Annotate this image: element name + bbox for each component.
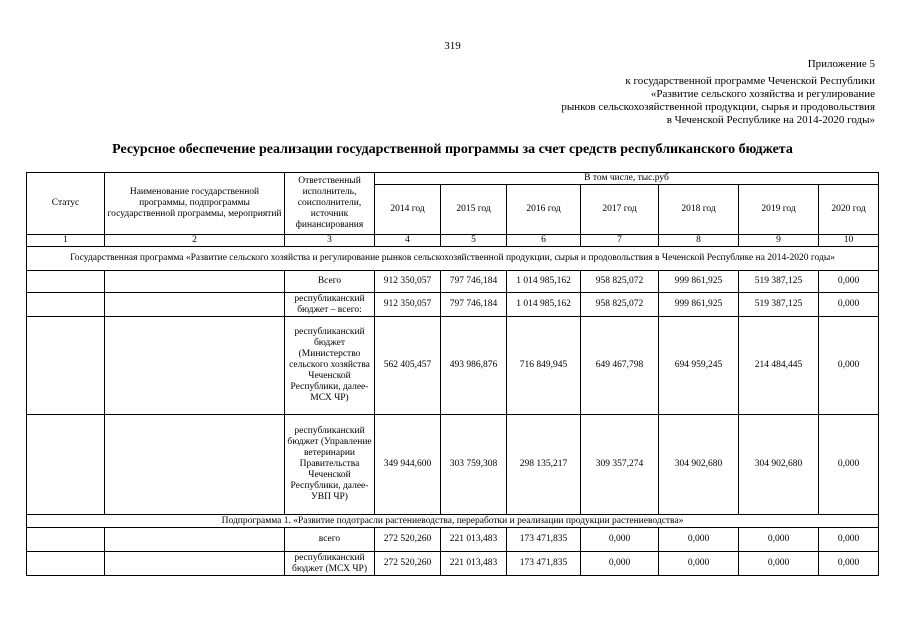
- name-cell: [105, 317, 285, 415]
- appendix-block: [561, 58, 875, 127]
- source-cell: республиканский бюджет (Управление ветеринарии Правительства Чеченской Республики, далее-УВП ЧР): [285, 415, 375, 515]
- col-number: 9: [739, 235, 819, 247]
- col-number: 7: [581, 235, 659, 247]
- name-cell: [105, 528, 285, 552]
- value-cell: 0,000: [819, 271, 879, 293]
- value-cell: 0,000: [819, 528, 879, 552]
- value-cell: 0,000: [659, 528, 739, 552]
- program-title: Государственная программа «Развитие сельского хозяйства и регулирование рынков сельскохозяйственной продукции, сырья и продовольствия в Чеченской Республике на 2014-2020 годы»: [27, 247, 879, 271]
- value-cell: 999 861,925: [659, 271, 739, 293]
- value-cell: 221 013,483: [441, 552, 507, 576]
- status-cell: [27, 293, 105, 317]
- source-cell: Всего: [285, 271, 375, 293]
- source-cell: всего: [285, 528, 375, 552]
- header-name: Наименование государственной программы, подпрограммы государственной программы, мероприятий: [105, 173, 285, 235]
- value-cell: 649 467,798: [581, 317, 659, 415]
- value-cell: 0,000: [581, 528, 659, 552]
- header-year: 2019 год: [739, 185, 819, 235]
- col-number: 10: [819, 235, 879, 247]
- table-row: [27, 528, 879, 552]
- value-cell: 173 471,835: [507, 528, 581, 552]
- value-cell: 519 387,125: [739, 293, 819, 317]
- column-numbers-row: [27, 235, 879, 247]
- col-number: 2: [105, 235, 285, 247]
- subprogram-title-row: [27, 515, 879, 528]
- status-cell: [27, 317, 105, 415]
- value-cell: 309 357,274: [581, 415, 659, 515]
- source-cell: республиканский бюджет (МСХ ЧР): [285, 552, 375, 576]
- table-row: [27, 552, 879, 576]
- appendix-line: рынков сельскохозяйственной продукции, сырья и продовольствия: [561, 101, 875, 113]
- status-cell: [27, 271, 105, 293]
- col-number: 6: [507, 235, 581, 247]
- name-cell: [105, 552, 285, 576]
- value-cell: 0,000: [581, 552, 659, 576]
- name-cell: [105, 415, 285, 515]
- table-row: [27, 271, 879, 293]
- value-cell: 797 746,184: [441, 293, 507, 317]
- value-cell: 958 825,072: [581, 271, 659, 293]
- value-cell: 958 825,072: [581, 293, 659, 317]
- value-cell: 0,000: [739, 552, 819, 576]
- value-cell: 272 520,260: [375, 552, 441, 576]
- appendix-line: к государственной программе Чеченской Республики: [625, 75, 875, 87]
- value-cell: 1 014 985,162: [507, 271, 581, 293]
- header-year: 2014 год: [375, 185, 441, 235]
- value-cell: 0,000: [659, 552, 739, 576]
- value-cell: 214 484,445: [739, 317, 819, 415]
- value-cell: 303 759,308: [441, 415, 507, 515]
- value-cell: 298 135,217: [507, 415, 581, 515]
- value-cell: 716 849,945: [507, 317, 581, 415]
- value-cell: 912 350,057: [375, 271, 441, 293]
- appendix-line: в Чеченской Республике на 2014-2020 годы»: [666, 114, 875, 126]
- col-number: 3: [285, 235, 375, 247]
- header-year: 2015 год: [441, 185, 507, 235]
- value-cell: 304 902,680: [659, 415, 739, 515]
- value-cell: 562 405,457: [375, 317, 441, 415]
- status-cell: [27, 552, 105, 576]
- page-number: 319: [444, 40, 461, 52]
- source-cell: республиканский бюджет – всего:: [285, 293, 375, 317]
- value-cell: 519 387,125: [739, 271, 819, 293]
- value-cell: 999 861,925: [659, 293, 739, 317]
- name-cell: [105, 293, 285, 317]
- subprogram-title: Подпрограмма 1. «Развитие подотрасли растениеводства, переработки и реализации продукции растениеводства»: [27, 515, 879, 528]
- table-row: [27, 293, 879, 317]
- program-title-row: [27, 247, 879, 271]
- value-cell: 797 746,184: [441, 271, 507, 293]
- value-cell: 173 471,835: [507, 552, 581, 576]
- header-year: 2016 год: [507, 185, 581, 235]
- appendix-label: Приложение 5: [807, 58, 875, 70]
- col-number: 8: [659, 235, 739, 247]
- value-cell: 349 944,600: [375, 415, 441, 515]
- header-executor: Ответственный исполнитель, соисполнители, источник финансирования: [285, 173, 375, 235]
- header-year: 2017 год: [581, 185, 659, 235]
- header-year: 2018 год: [659, 185, 739, 235]
- table-row: [27, 415, 879, 515]
- name-cell: [105, 271, 285, 293]
- value-cell: 912 350,057: [375, 293, 441, 317]
- value-cell: 694 959,245: [659, 317, 739, 415]
- value-cell: 221 013,483: [441, 528, 507, 552]
- table-row: [27, 317, 879, 415]
- header-row: [27, 173, 879, 185]
- value-cell: 0,000: [819, 317, 879, 415]
- value-cell: 0,000: [739, 528, 819, 552]
- header-including: В том числе, тыс.руб: [375, 173, 879, 185]
- value-cell: 0,000: [819, 415, 879, 515]
- value-cell: 0,000: [819, 552, 879, 576]
- col-number: 5: [441, 235, 507, 247]
- value-cell: 0,000: [819, 293, 879, 317]
- header-year: 2020 год: [819, 185, 879, 235]
- document-title: Ресурсное обеспечение реализации государственной программы за счет средств республиканского бюджета: [112, 142, 793, 157]
- appendix-line: «Развитие сельского хозяйства и регулирование: [650, 88, 875, 100]
- header-status: Статус: [27, 173, 105, 235]
- status-cell: [27, 415, 105, 515]
- value-cell: 272 520,260: [375, 528, 441, 552]
- status-cell: [27, 528, 105, 552]
- col-number: 1: [27, 235, 105, 247]
- value-cell: 493 986,876: [441, 317, 507, 415]
- value-cell: 304 902,680: [739, 415, 819, 515]
- col-number: 4: [375, 235, 441, 247]
- source-cell: республиканский бюджет (Министерство сельского хозяйства Чеченской Республики, далее-МСХ ЧР): [285, 317, 375, 415]
- resource-table: [26, 172, 879, 576]
- value-cell: 1 014 985,162: [507, 293, 581, 317]
